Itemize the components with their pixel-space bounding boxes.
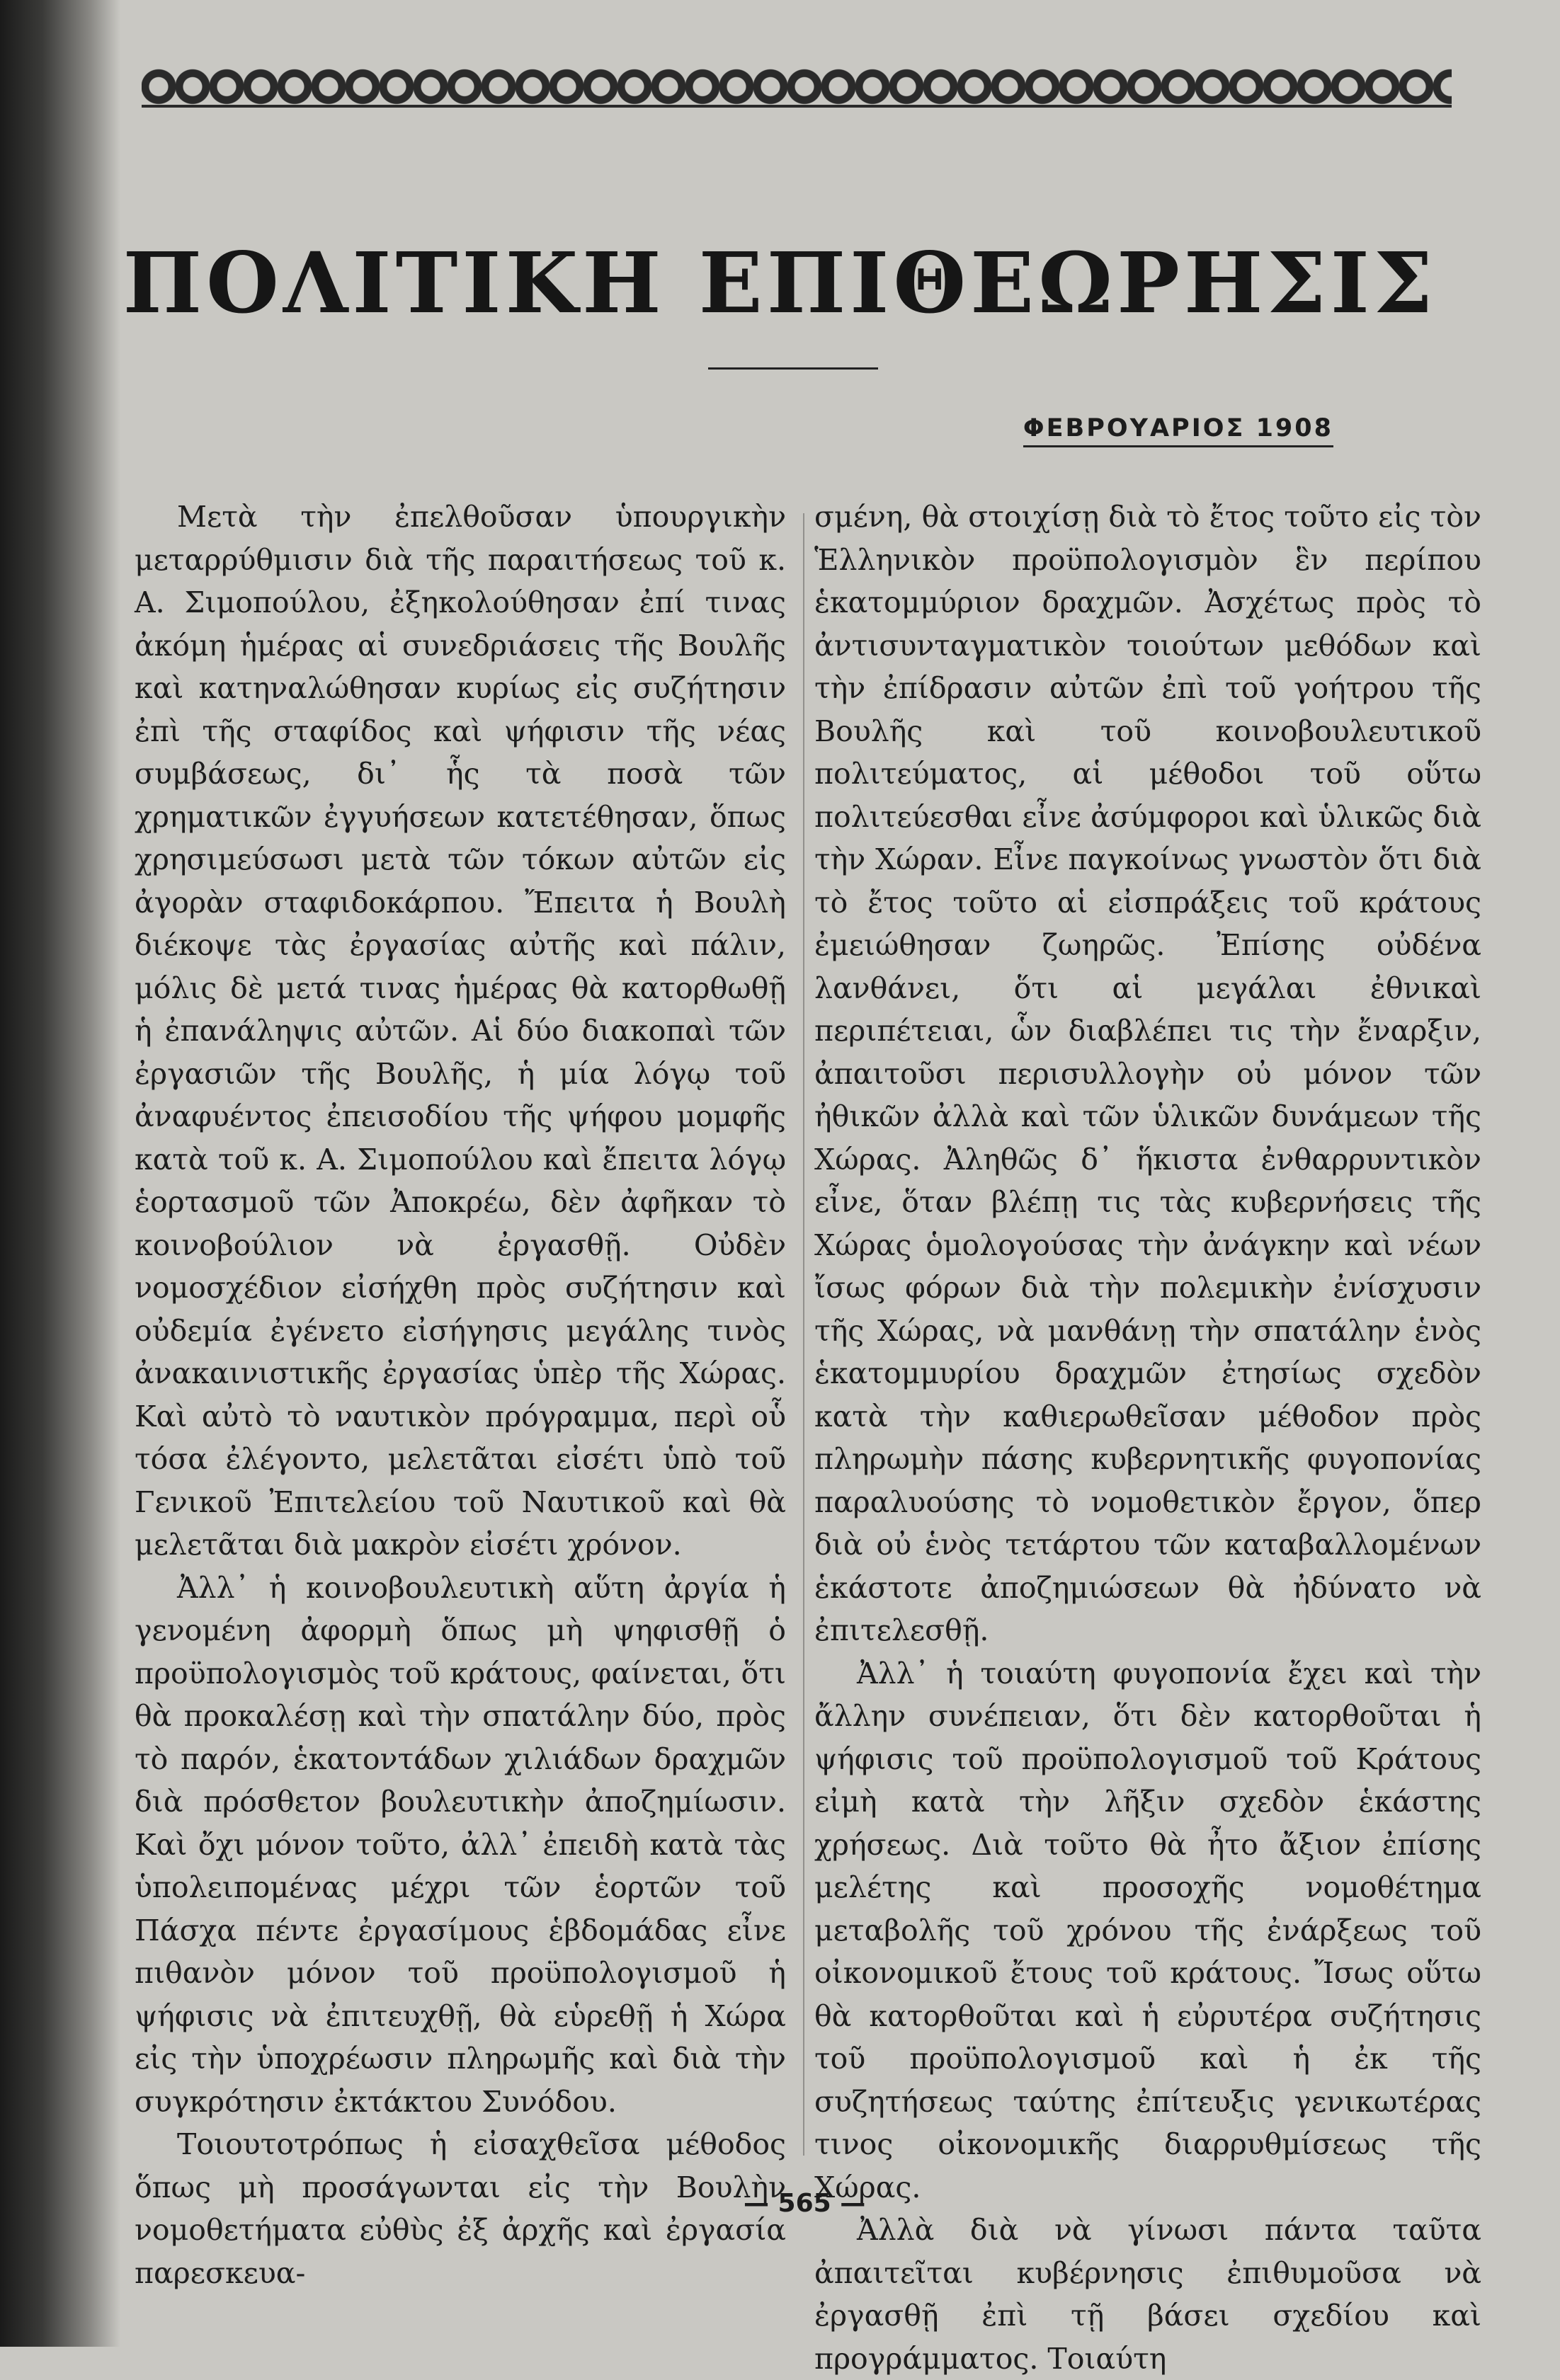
page-number: — 565 — xyxy=(744,2189,866,2218)
paragraph: Τοιουτοτρόπως ἡ εἰσαχθεῖσα μέθοδος ὅπως μὴ προσάγωνται εἰς τὴν Βουλὴν νομοθετήματα εὐθὺς ἐξ ἀρχῆς καὶ ἐργασία παρεσκευα- xyxy=(135,2127,786,2290)
title-divider xyxy=(708,367,878,370)
paragraph: Μετὰ τὴν ἐπελθοῦσαν ὑπουργικὴν μεταρρύθμισιν διὰ τῆς παραιτήσεως τοῦ κ. Α. Σιμοπούλου, ἐξηκολούθησαν ἐπί τινας ἀκόμη ἡμέρας αἱ συνεδριάσεις τῆς Βουλῆς καὶ κατηναλώθησαν κυρίως εἰς συζήτησιν ἐπὶ τῆς σταφίδος καὶ ψήφισιν τῆς νέας συμβάσεως, δι᾽ ἧς τὰ ποσὰ τῶν χρηματικῶν ἐγγυήσεων κατετέθησαν, ὅπως χρησιμεύσωσι μετὰ τῶν τόκων αὐτῶν εἰς ἀγορὰν σταφιδοκάρπου. Ἔπειτα ἡ Βουλὴ διέκοψε τὰς ἐργασίας αὐτῆς καὶ πάλιν, μόλις δὲ μετά τινας ἡμέρας θὰ κατορθωθῇ ἡ ἐπανάληψις αὐτῶν. Αἱ δύο διακοπαὶ τῶν ἐργασιῶν τῆς Βουλῆς, ἡ μία λόγῳ τοῦ ἀναφυέντος ἐπεισοδίου τῆς ψήφου μομφῆς κατὰ τοῦ κ. Α. Σιμοπούλου καὶ ἔπειτα λόγῳ ἑορτασμοῦ τῶν Ἀποκρέω, δὲν ἀφῆκαν τὸ κοινοβούλιον νὰ ἐργασθῇ. Οὐδὲν νομοσχέδιον εἰσήχθη πρὸς συζήτησιν καὶ οὐδεμία ἐγένετο εἰσήγησις μεγάλης τινὸς ἀνακαινιστικῆς ἐργασίας ὑπὲρ τῆς Χώρας. Καὶ αὐτὸ τὸ ναυτικὸν πρόγραμμα, περὶ οὗ τόσα ἐλέγοντο, μελετᾶται εἰσέτι ὑπὸ τοῦ Γενικοῦ Ἐπιτελείου τοῦ Ναυτικοῦ καὶ θὰ μελετᾶται διὰ μακρὸν εἰσέτι χρόνον. xyxy=(135,500,786,1562)
article-title: ΠΟΛΙΤΙΚΗ ΕΠΙΘΕΩΡΗΣΙΣ xyxy=(123,234,1437,332)
right-column xyxy=(814,496,1481,2376)
ornamental-border xyxy=(142,60,1452,108)
paragraph: Ἀλλὰ διὰ νὰ γίνωσι πάντα ταῦτα ἀπαιτεῖται κυβέρνησις ἐπιθυμοῦσα νὰ ἐργασθῇ ἐπὶ τῇ βάσει σχεδίου καὶ προγράμματος. Τοιαύτη xyxy=(814,2213,1481,2376)
page-gutter-shadow xyxy=(0,0,120,2347)
ornament-rule xyxy=(142,105,1452,108)
column-divider xyxy=(803,513,804,2156)
left-column xyxy=(135,496,786,2290)
paragraph: Ἀλλ᾽ ἡ κοινοβουλευτικὴ αὕτη ἀργία ἡ γενομένη ἀφορμὴ ὅπως μὴ ψηφισθῇ ὁ προϋπολογισμὸς τοῦ κράτους, φαίνεται, ὅτι θὰ προκαλέσῃ καὶ τὴν σπατάλην δύο, πρὸς τὸ παρόν, ἑκατοντάδων χιλιάδων δραχμῶν διὰ πρόσθετον βουλευτικὴν ἀποζημίωσιν. Καὶ ὄχι μόνον τοῦτο, ἀλλ᾽ ἐπειδὴ κατὰ τὰς ὑπολειπομένας μέχρι τῶν ἑορτῶν τοῦ Πάσχα πέντε ἐργασίμους ἑβδομάδας εἶνε πιθανὸν μόνον τοῦ προϋπολογισμοῦ ἡ ψήφισις νὰ ἐπιτευχθῇ, θὰ εὑρεθῇ ἡ Χώρα εἰς τὴν ὑποχρέωσιν πληρωμῆς καὶ διὰ τὴν συγκρότησιν ἐκτάκτου Συνόδου. xyxy=(135,1570,786,2119)
dateline: ΦΕΒΡΟΥΑΡΙΟΣ 1908 xyxy=(1023,414,1333,447)
paragraph: Ἀλλ᾽ ἡ τοιαύτη φυγοπονία ἔχει καὶ τὴν ἄλλην συνέπειαν, ὅτι δὲν κατορθοῦται ἡ ψήφισις τοῦ προϋπολογισμοῦ τοῦ Κράτους εἰμὴ κατὰ τὴν λῆξιν σχεδὸν ἑκάστης χρήσεως. Διὰ τοῦτο θὰ ἦτο ἄξιον ἐπίσης μελέτης καὶ προσοχῆς νομοθέτημα μεταβολῆς τοῦ χρόνου τῆς ἐνάρξεως τοῦ οἰκονομικοῦ ἔτους τοῦ κράτους. Ἴσως οὕτω θὰ κατορθοῦται καὶ ἡ εὐρυτέρα συζήτησις τοῦ προϋπολογισμοῦ καὶ ἡ ἐκ τῆς συζητήσεως ταύτης ἐπίτευξις γενικωτέρας τινος οἰκονομικῆς διαρρυθμίσεως τῆς Χώρας. xyxy=(814,1656,1481,2204)
paragraph: σμένη, θὰ στοιχίσῃ διὰ τὸ ἔτος τοῦτο εἰς τὸν Ἑλληνικὸν προϋπολογισμὸν ἓν περίπου ἑκατομμύριον δραχμῶν. Ἀσχέτως πρὸς τὸ ἀντισυνταγματικὸν τοιούτων μεθόδων καὶ τὴν ἐπίδρασιν αὐτῶν ἐπὶ τοῦ γοήτρου τῆς Βουλῆς καὶ τοῦ κοινοβουλευτικοῦ πολιτεύματος, αἱ μέθοδοι τοῦ οὕτω πολιτεύεσθαι εἶνε ἀσύμφοροι καὶ ὑλικῶς διὰ τὴν Χώραν. Εἶνε παγκοίνως γνωστὸν ὅτι διὰ τὸ ἔτος τοῦτο αἱ εἰσπράξεις τοῦ κράτους ἐμειώθησαν ζωηρῶς. Ἐπίσης οὐδένα λανθάνει, ὅτι αἱ μεγάλαι ἐθνικαὶ περιπέτειαι, ὧν διαβλέπει τις τὴν ἔναρξιν, ἀπαιτοῦσι περισυλλογὴν οὐ μόνον τῶν ἠθικῶν ἀλλὰ καὶ τῶν ὑλικῶν δυνάμεων τῆς Χώρας. Ἀληθῶς δ᾽ ἥκιστα ἐνθαρρυντικὸν εἶνε, ὅταν βλέπῃ τις τὰς κυβερνήσεις τῆς Χώρας ὁμολογούσας τὴν ἀνάγκην καὶ νέων ἴσως φόρων διὰ τὴν πολεμικὴν ἐνίσχυσιν τῆς Χώρας, νὰ μανθάνῃ τὴν σπατάλην ἑνὸς ἑκατομμυρίου δραχμῶν ἐτησίως σχεδὸν κατὰ τὴν καθιερωθεῖσαν μέθοδον πρὸς πληρωμὴν πάσης κυβερνητικῆς φυγοπονίας παραλυούσης τὸ νομοθετικὸν ἔργον, ὅπερ διὰ οὐ ἑνὸς τετάρτου τῶν καταβαλλομένων ἑκάστοτε ἀποζημιώσεων θὰ ἠδύνατο νὰ ἐπιτελεσθῇ. xyxy=(814,500,1481,1647)
